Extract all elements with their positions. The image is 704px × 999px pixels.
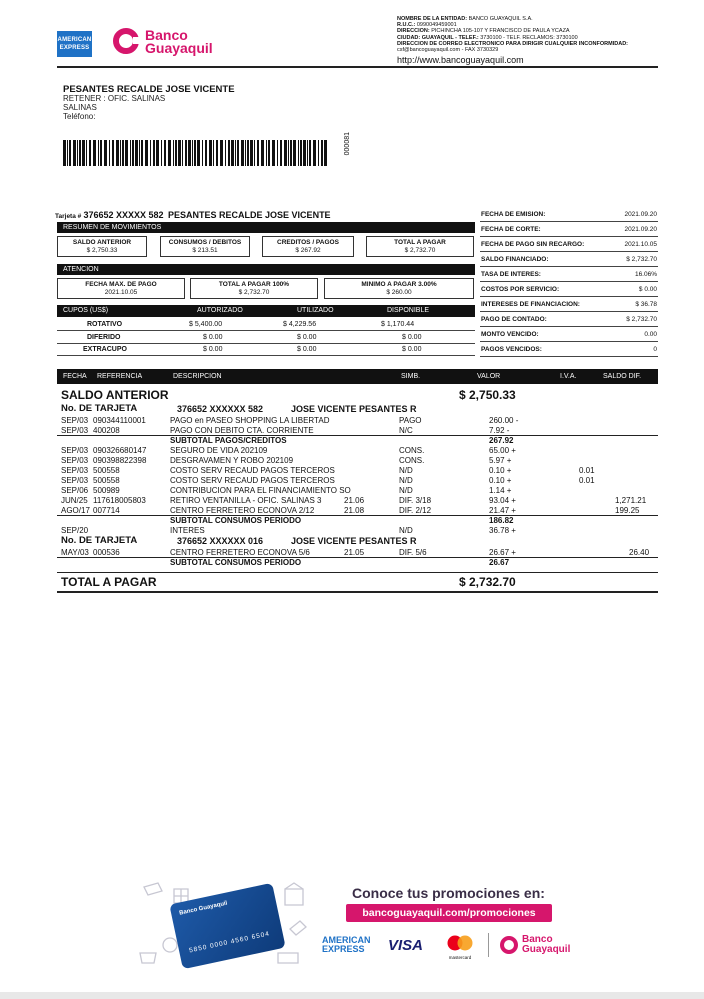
mastercard-text: mastercard [448,955,472,960]
right-panel-label: TASA DE INTERES: [481,271,541,278]
header-divider [57,66,658,68]
bank-footer-name-2: Guayaquil [522,944,571,955]
cupos-header-cell: AUTORIZADO [197,307,243,314]
atencion-fecha-max: FECHA MAX. DE PAGO 2021.10.05 [57,278,185,299]
right-panel-value: $ 36.78 [635,301,657,308]
right-panel-label: SALDO FINANCIADO: [481,256,549,263]
right-panel-value: 2021.10.05 [624,241,657,248]
entity-line: DIRECCION DE CORREO ELECTRONICO PARA DIRIGIR CUALQUIER INCONFORMIDAD: [397,40,628,47]
bank-url[interactable]: http://www.bancoguayaquil.com [397,55,524,65]
transactions-header [57,369,658,384]
amex-footer-logo: AMERICAN EXPRESS [322,935,371,954]
resumen-saldo-anterior: SALDO ANTERIOR $ 2,750.33 [57,236,147,257]
bank-name-2: Guayaquil [145,40,213,56]
right-panel-value: 16.06% [634,271,657,278]
visa-logo: VISA [388,937,424,954]
card2-row: No. DE TARJETA 376652 XXXXXX 016 JOSE VICENTE PESANTES R [61,535,417,546]
col-referencia: REFERENCIA [97,373,143,380]
right-panel-label: COSTOS POR SERVICIO: [481,286,560,293]
table-row: SEP/06 500989 CONTRIBUCION PARA EL FINANCIAMIENTO SO N/D 1.14 + [61,486,512,495]
right-panel-value: 0.00 [644,331,657,338]
card-line [55,210,331,220]
right-panel-row [480,327,658,342]
right-panel-row [480,252,658,267]
right-panel-value: $ 2,732.70 [626,316,657,323]
right-panel-value: 2021.09.20 [624,226,657,233]
subtotal-row: SUBTOTAL PAGOS/CREDITOS 267.92 [170,436,514,445]
promo-card-number: 5850 0000 4560 6504 [188,930,271,955]
entity-info [397,16,628,53]
promo-url[interactable]: bancoguayaquil.com/promociones [346,904,552,922]
card1-row: No. DE TARJETA 376652 XXXXXX 582 JOSE VICENTE PESANTES R [61,403,417,414]
table-row: SEP/03 090398822398 DESGRAVAMEN Y ROBO 202109 CONS. 5.97 + [61,456,512,465]
right-panel-label: MONTO VENCIDO: [481,331,539,338]
col-saldo-dif: SALDO DIF. [603,373,642,380]
customer-line1: RETENER : OFIC. SALINAS [63,94,166,103]
resumen-title: RESUMEN DE MOVIMIENTOS [57,222,475,233]
cupos-row: EXTRACUPO $ 0.00 $ 0.00 $ 0.00 [57,344,475,356]
right-panel-row [480,267,658,282]
right-panel-label: FECHA DE PAGO SIN RECARGO: [481,241,585,248]
customer-line2: SALINAS [63,103,97,112]
bottom-strip [0,992,704,999]
entity-line: NOMBRE DE LA ENTIDAD: BANCO GUAYAQUIL S.A. [397,16,533,22]
customer-line3: Teléfono: [63,112,96,121]
right-panel-value: 0 [653,346,657,353]
right-panel-row [480,342,658,357]
banco-guayaquil-footer-logo [500,933,580,957]
entity-line: csf@bancoguayaquil.com - FAX 3730329 [397,47,499,54]
atencion-title: ATENCION [57,264,475,275]
mastercard-circles-icon [443,935,477,951]
amex-logo [57,31,92,57]
card-holder: PESANTES RECALDE JOSE VICENTE [168,210,331,220]
col-valor: VALOR [477,373,501,380]
total-row: TOTAL A PAGAR $ 2,732.70 [61,575,516,589]
right-panel-label: INTERESES DE FINANCIACION: [481,301,580,308]
right-panel-label: PAGOS VENCIDOS: [481,346,542,353]
right-panel-row [480,297,658,312]
entity-line: CIUDAD: GUAYAQUIL - TELEF.: 3730100 - TELF. RECLAMOS: 3730100 [397,34,578,41]
barcode-number: 000081 [344,132,351,156]
card-label: Tarjeta # [55,213,82,220]
subtotal-row: SUBTOTAL CONSUMOS PERIODO 26.67 [170,558,510,567]
promo-text: Conoce tus promociones en: [352,885,545,901]
promo-card-brand: Banco Guayaquil [178,900,228,917]
table-row: JUN/25 117618005803 RETIRO VENTANILLA - OFIC. SALINAS 3 21.06 DIF. 3/18 93.04 + 1,271.21 [61,496,647,505]
table-row: MAY/03 000536 CENTRO FERRETERO ECONOVA 5/6 21.05 DIF. 5/6 26.67 + 26.40 [61,548,650,557]
col-descripcion: DESCRIPCION [173,373,222,380]
right-panel-row [480,312,658,327]
atencion-minimo: MINIMO A PAGAR 3.00% $ 260.00 [324,278,474,299]
barcode [63,140,329,166]
right-panel-value: 2021.09.20 [624,211,657,218]
right-panel-row [480,237,658,252]
table-row: SEP/20 INTERES N/D 36.78 + [61,526,516,535]
card-number: 376652 XXXXX 582 [83,210,164,220]
table-row: SEP/03 500558 COSTO SERV RECAUD PAGOS TERCEROS N/D 0.10 + 0.01 [61,476,595,485]
right-panel-value: $ 2,732.70 [626,256,657,263]
cupos-header-cell: DISPONIBLE [387,307,430,314]
bank-footer-name-1: Banco [522,934,553,945]
subtotal-row: SUBTOTAL CONSUMOS PERIODO 186.82 [170,516,514,525]
cupos-header-cell: UTILIZADO [297,307,334,314]
entity-line: R.U.C.: 0990049459001 [397,22,457,29]
amex-logo-text: AMERICAN EXPRESS [57,37,92,51]
saldo-anterior-row: SALDO ANTERIOR $ 2,750.33 [61,388,516,402]
col-fecha: FECHA [63,373,87,380]
resumen-consumos: CONSUMOS / DEBITOS $ 213.51 [160,236,250,257]
customer-name: PESANTES RECALDE JOSE VICENTE [63,84,235,95]
right-panel-label: PAGO DE CONTADO: [481,316,547,323]
bank-ring-icon [113,28,139,54]
right-panel-label: FECHA DE CORTE: [481,226,541,233]
col-iva: I.V.A. [560,373,577,380]
right-panel-label: FECHA DE EMISION: [481,211,546,218]
cupos-header [57,305,475,317]
footer-divider [488,933,489,957]
row-separator [57,572,658,573]
table-row: SEP/03 500558 COSTO SERV RECAUD PAGOS TERCEROS N/D 0.10 + 0.01 [61,466,595,475]
right-panel-row [480,222,658,237]
atencion-total: TOTAL A PAGAR 100% $ 2,732.70 [190,278,318,299]
bank-ring-footer-icon [500,936,518,954]
resumen-total: TOTAL A PAGAR $ 2,732.70 [366,236,474,257]
col-simb: SIMB. [401,373,421,380]
right-panel-value: $ 0.00 [638,286,657,293]
cupos-row: DIFERIDO $ 0.00 $ 0.00 $ 0.00 [57,332,475,344]
right-panel-row [480,207,658,222]
bank-name-1: Banco [145,27,188,43]
table-row: SEP/03 090344110001 PAGO en PASEO SHOPPING LA LIBERTAD PAGO 260.00 - [61,416,519,425]
mastercard-logo [443,935,477,960]
cupos-header-cell: CUPOS (US$) [63,307,109,314]
cupos-row: ROTATIVO $ 5,400.00 $ 4,229.56 $ 1,170.44 [57,319,475,331]
right-panel-row [480,282,658,297]
banco-guayaquil-logo [113,26,233,58]
total-underline [57,591,658,593]
resumen-creditos: CREDITOS / PAGOS $ 267.92 [262,236,354,257]
table-row: SEP/03 090326680147 SEGURO DE VIDA 202109 CONS. 65.00 + [61,446,516,455]
entity-line: DIRECCION: PICHINCHA 105-107 Y FRANCISCO DE PAULA YCAZA [397,28,570,35]
table-row: AGO/17 007714 CENTRO FERRETERO ECONOVA 2/12 21.08 DIF. 2/12 21.47 + 199.25 [61,506,640,515]
table-row: SEP/03 400208 PAGO CON DEBITO CTA. CORRIENTE N/C 7.92 - [61,426,510,435]
